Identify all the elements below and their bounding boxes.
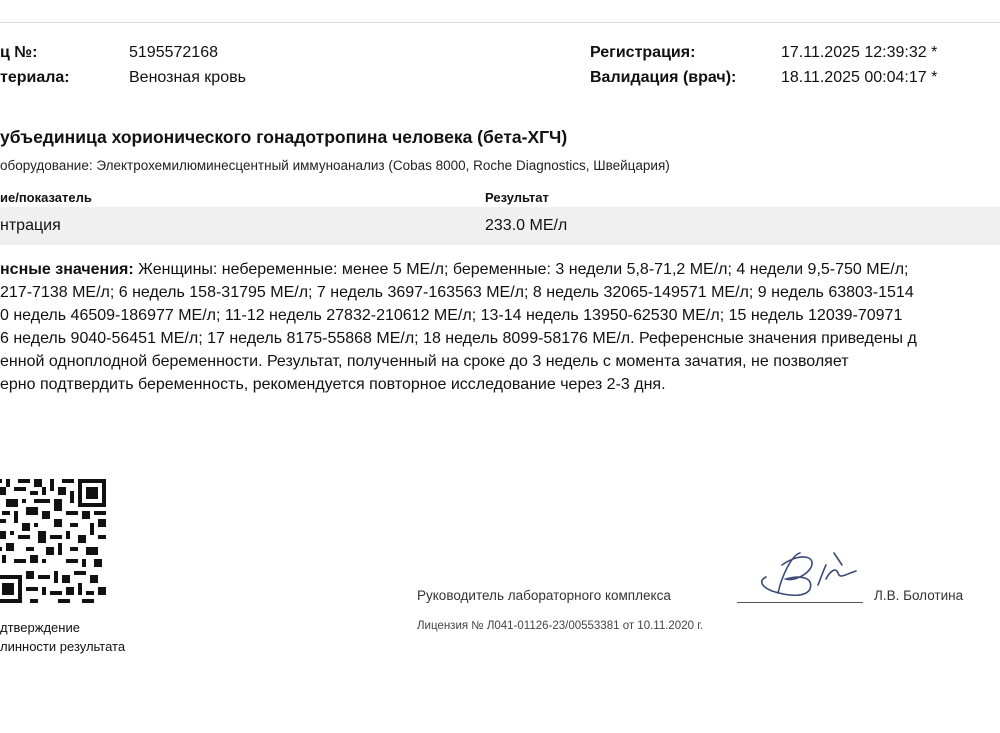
order-number-value: 5195572168: [129, 44, 218, 61]
reference-line-2: 217-7138 МЕ/л; 6 недель 158-31795 МЕ/л; 7 недель 3697-163563 МЕ/л; 8 недель 32065-149571 МЕ/л; 9 недель 63803-1514: [0, 284, 914, 301]
reference-line-3: 0 недель 46509-186977 МЕ/л; 11-12 недель 27832-210612 МЕ/л; 13-14 недель 13950-62530 МЕ/л; 15 недель 12039-70971: [0, 307, 903, 324]
material-value: Венозная кровь: [129, 69, 246, 86]
license-text: Лицензия № Л041-01126-23/00553381 от 10.11.2020 г.: [417, 620, 704, 632]
material-label: териала:: [0, 69, 70, 86]
test-title: убъединица хорионического гонадотропина человека (бета-ХГЧ): [0, 127, 568, 147]
reference-line-6: ерно подтвердить беременность, рекомендуется повторное исследование через 2-3 дня.: [0, 376, 666, 393]
top-divider: [0, 22, 1000, 23]
reference-label: нсные значения:: [0, 261, 134, 278]
column-header-name: ие/показатель: [0, 190, 92, 205]
head-name: Л.В. Болотина: [874, 588, 964, 603]
column-header-result: Результат: [485, 190, 549, 205]
order-number-label: ц №:: [0, 44, 38, 61]
head-title: Руководитель лабораторного комплекса: [417, 588, 671, 603]
reference-line-5: енной одноплодной беременности. Результат, полученный на сроке до 3 недель с момента зачатия, не позволяет: [0, 353, 849, 370]
qr-caption-line1: дтверждение: [0, 620, 80, 635]
validation-value: 18.11.2025 00:04:17 *: [781, 69, 938, 86]
registration-label: Регистрация:: [590, 44, 696, 61]
row-result: 233.0 МЕ/л: [485, 217, 568, 234]
validation-label: Валидация (врач):: [590, 69, 737, 86]
equipment-text: оборудование: Электрохемилюминесцентный иммуноанализ (Cobas 8000, Roche Diagnostics, Швейцария): [0, 158, 670, 173]
signature-line: [737, 602, 863, 603]
registration-value: 17.11.2025 12:39:32 *: [781, 44, 938, 61]
signature-image: [752, 545, 872, 605]
qr-code[interactable]: [0, 478, 106, 604]
qr-caption-line2: линности результата: [0, 639, 126, 654]
reference-line-1: нсные значения: Женщины: небеременные: менее 5 МЕ/л; беременные: 3 недели 5,8-71,2 МЕ/л; 4 недели 9,5-750 МЕ/л;: [0, 261, 909, 278]
reference-line-4: 6 недель 9040-56451 МЕ/л; 17 недель 8175-55868 МЕ/л; 18 недель 8099-58176 МЕ/л. Референсные значения приведены д: [0, 330, 917, 347]
row-name: нтрация: [0, 217, 61, 234]
